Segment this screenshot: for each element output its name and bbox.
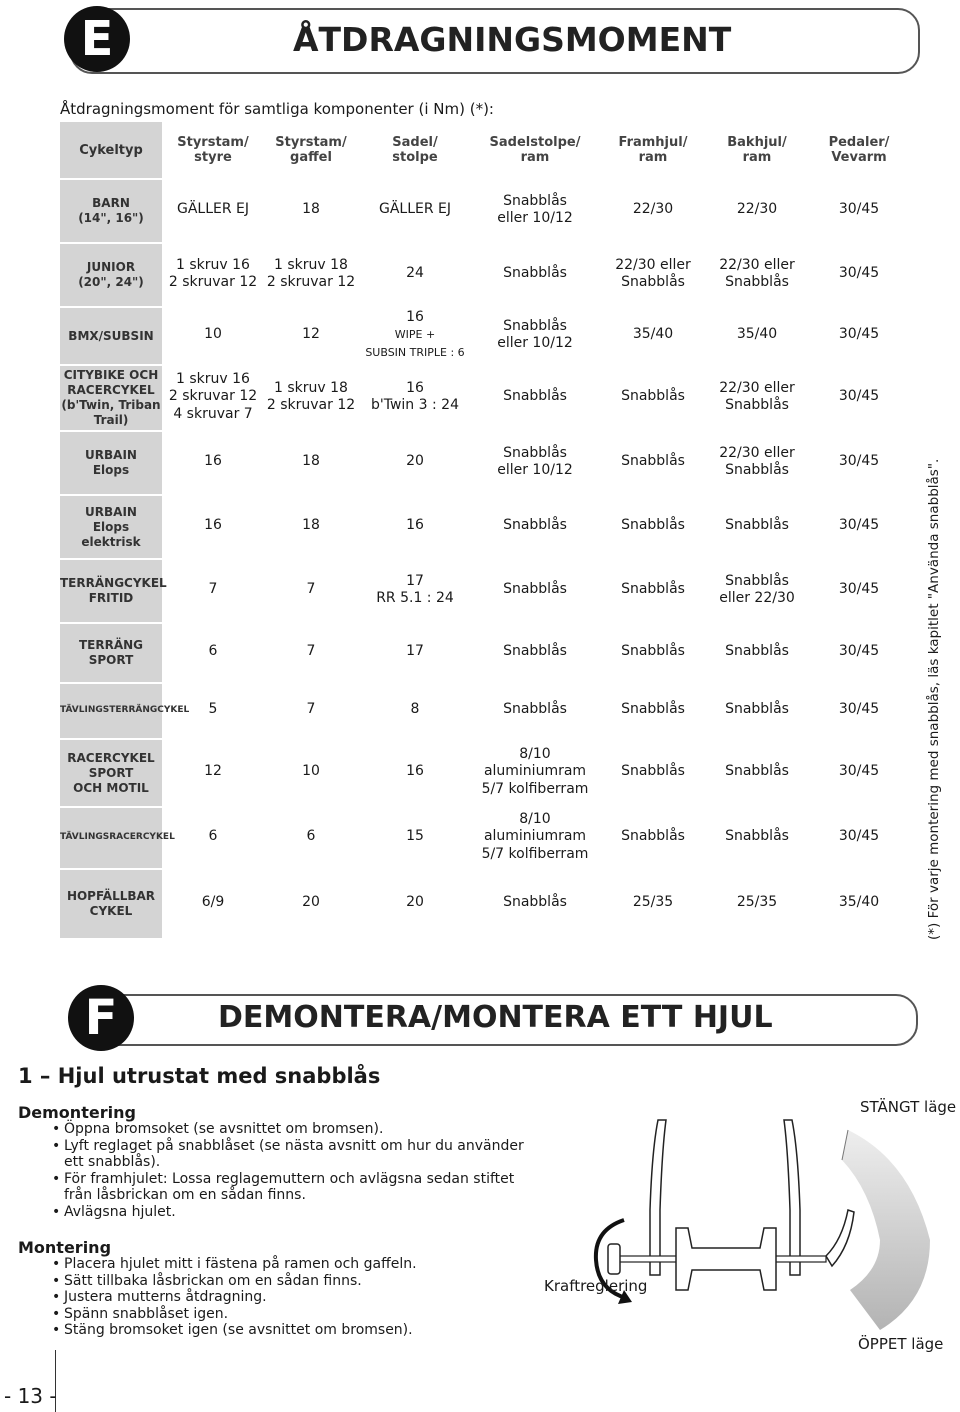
table-cell: 17 RR 5.1 : 24: [376, 572, 454, 606]
bike-type-cell: URBAIN Elops: [60, 430, 164, 494]
table-row: [60, 306, 910, 364]
column-header: Bakhjul/ ram: [727, 135, 787, 165]
table-cell: 35/40: [736, 326, 778, 343]
table-cell: 22/30 eller Snabblås: [719, 256, 795, 290]
table-cell: 15: [406, 828, 424, 845]
table-cell: 30/45: [838, 763, 880, 780]
table-cell: 6: [208, 828, 218, 845]
montering-steps: [52, 1256, 542, 1339]
bike-type-cell: TÄVLINGSTERRÄNGCYKEL: [60, 682, 164, 738]
table-cell: 22/30 eller Snabblås: [615, 256, 691, 290]
table-body: [60, 178, 910, 938]
table-cell: 25/35: [632, 894, 674, 911]
table-cell: GÄLLER EJ: [378, 201, 452, 218]
table-cell: 16: [204, 517, 222, 534]
quick-release-lever: [826, 1210, 854, 1266]
table-cell: Snabblås eller 10/12: [497, 317, 573, 351]
column-header: Framhjul/ ram: [618, 135, 688, 165]
bike-type-cell: URBAIN Elops elektrisk: [60, 494, 164, 558]
table-cell: 30/45: [838, 388, 880, 405]
table-cell: 30/45: [838, 201, 880, 218]
table-row: [60, 806, 910, 868]
table-cell: Snabblås: [621, 701, 685, 718]
label-closed: STÄNGT läge: [860, 1098, 957, 1116]
fork-blade-right: [784, 1120, 800, 1275]
table-cell: 30/45: [838, 581, 880, 598]
list-item: • Öppna bromsoket (se avsnittet om bromsen).: [52, 1121, 542, 1138]
table-cell: 12: [302, 326, 320, 343]
table-cell: Snabblås: [503, 894, 567, 911]
bike-type-cell: BMX/SUBSIN: [60, 306, 164, 364]
list-item: • Sätt tillbaka låsbrickan om en sådan finns.: [52, 1273, 542, 1290]
table-cell: GÄLLER EJ: [176, 201, 250, 218]
table-cell: 8/10 aluminiumram 5/7 kolfiberram: [481, 745, 589, 797]
column-header: Sadelstolpe/ ram: [489, 135, 581, 165]
table-row: [60, 622, 910, 682]
list-item: • Placera hjulet mitt i fästena på ramen och gaffeln.: [52, 1256, 542, 1273]
table-cell: Snabblås: [503, 388, 567, 405]
table-cell: 22/30 eller Snabblås: [719, 444, 795, 478]
bike-type-cell: HOPFÄLLBAR CYKEL: [60, 868, 164, 938]
section-f-title: DEMONTERA/MONTERA ETT HJUL: [218, 1000, 773, 1035]
table-cell: 1 skruv 18 2 skruvar 12: [266, 256, 356, 290]
table-row: [60, 178, 910, 242]
table-cell: 6/9: [201, 894, 225, 911]
table-cell: Snabblås: [621, 453, 685, 470]
table-cell: 20: [406, 894, 424, 911]
lever-motion-fan: [842, 1130, 930, 1330]
hub-body: [676, 1228, 776, 1290]
table-cell: 1 skruv 16 2 skruvar 12: [168, 256, 258, 290]
section-f-badge: F: [68, 985, 134, 1051]
table-cell: 20: [406, 453, 424, 470]
table-cell: 22/30: [736, 201, 778, 218]
table-cell: 30/45: [838, 453, 880, 470]
table-cell: 35/40: [632, 326, 674, 343]
table-cell: Snabblås: [503, 581, 567, 598]
table-cell: 16: [406, 517, 424, 534]
table-cell: 7: [208, 581, 218, 598]
table-cell: Snabblås: [503, 643, 567, 660]
table-cell: Snabblås: [725, 643, 789, 660]
table-cell: 6: [208, 643, 218, 660]
table-row: [60, 494, 910, 558]
table-cell: 8: [410, 701, 420, 718]
table-row: [60, 364, 910, 430]
table-cell: 30/45: [838, 265, 880, 282]
table-cell: 16: [204, 453, 222, 470]
section-e-badge: E: [64, 6, 130, 72]
fork-blade-left: [650, 1120, 666, 1275]
bike-type-cell: CITYBIKE OCH RACERCYKEL (b'Twin, Triban Trail): [60, 364, 164, 430]
table-cell: Snabblås: [621, 828, 685, 845]
adjusting-nut: [608, 1244, 620, 1274]
table-cell: 25/35: [736, 894, 778, 911]
table-cell: Snabblås: [621, 517, 685, 534]
column-header: Cykeltyp: [60, 122, 164, 178]
list-item: • För framhjulet: Lossa reglagemuttern och avlägsna sedan stiftet från låsbrickan om en sådan finns.: [52, 1171, 542, 1204]
table-row: [60, 868, 910, 938]
table-cell: 22/30 eller Snabblås: [719, 379, 795, 413]
column-header: Sadel/ stolpe: [392, 135, 438, 165]
table-cell: 30/45: [838, 326, 880, 343]
table-cell: 7: [306, 581, 316, 598]
table-cell: 30/45: [838, 701, 880, 718]
subheading: 1 – Hjul utrustat med snabblås: [18, 1064, 381, 1088]
table-cell: Snabblås eller 22/30: [719, 572, 795, 606]
table-row: [60, 738, 910, 806]
table-cell: Snabblås eller 10/12: [497, 444, 573, 478]
table-header-row: [60, 122, 910, 178]
montering-heading: Montering: [18, 1238, 112, 1257]
table-cell: Snabblås: [725, 763, 789, 780]
table-cell: 16 b'Twin 3 : 24: [371, 379, 459, 413]
table-cell: 30/45: [838, 828, 880, 845]
table-row: [60, 430, 910, 494]
table-cell: Snabblås eller 10/12: [497, 192, 573, 226]
table-row: [60, 558, 910, 622]
footnote-vertical: (*) För varje montering med snabblås, läs kapitlet "Använda snabblås".: [926, 458, 942, 940]
list-item: • Avlägsna hjulet.: [52, 1204, 542, 1221]
table-cell: 18: [302, 201, 320, 218]
table-cell: 10: [204, 326, 222, 343]
table-cell: 16: [406, 763, 424, 780]
bike-type-cell: TÄVLINGSRACERCYKEL: [60, 806, 164, 868]
table-cell: Snabblås: [725, 828, 789, 845]
table-cell: 10: [302, 763, 320, 780]
table-cell: 8/10 aluminiumram 5/7 kolfiberram: [481, 810, 589, 862]
table-cell: Snabblås: [503, 265, 567, 282]
bike-type-cell: TERRÄNG SPORT: [60, 622, 164, 682]
table-cell: 16 WIPE + SUBSIN TRIPLE : 6: [365, 308, 465, 359]
table-cell: Snabblås: [621, 388, 685, 405]
list-item: • Justera mutterns åtdragning.: [52, 1289, 542, 1306]
table-cell: Snabblås: [503, 517, 567, 534]
table-cell: Snabblås: [621, 763, 685, 780]
table-cell: 18: [302, 517, 320, 534]
table-cell: 7: [306, 643, 316, 660]
table-cell: 18: [302, 453, 320, 470]
bike-type-cell: BARN (14", 16"): [60, 178, 164, 242]
page-number: - 13 -: [4, 1384, 57, 1408]
column-header: Pedaler/ Vevarm: [828, 135, 890, 165]
table-cell: 1 skruv 18 2 skruvar 12: [266, 379, 356, 413]
table-cell: 30/45: [838, 643, 880, 660]
demontering-heading: Demontering: [18, 1103, 136, 1122]
table-cell: 35/40: [838, 894, 880, 911]
demontering-steps: [52, 1121, 542, 1220]
table-cell: Snabblås: [503, 701, 567, 718]
label-adjust: Kraftreglering: [544, 1277, 648, 1295]
list-item: • Stäng bromsoket igen (se avsnittet om bromsen).: [52, 1322, 542, 1339]
table-cell: Snabblås: [725, 701, 789, 718]
list-item: • Lyft reglaget på snabblåset (se nästa avsnitt om hur du använder ett snabblås).: [52, 1138, 542, 1171]
table-cell: 5: [208, 701, 218, 718]
list-item: • Spänn snabblåset igen.: [52, 1306, 542, 1323]
table-cell: 22/30: [632, 201, 674, 218]
table-cell: 1 skruv 16 2 skruvar 12 4 skruvar 7: [168, 370, 258, 422]
bike-type-cell: TERRÄNGCYKEL FRITID: [60, 558, 164, 622]
table-cell: 12: [204, 763, 222, 780]
label-open: ÖPPET läge: [858, 1335, 944, 1353]
table-cell: 24: [406, 265, 424, 282]
table-cell: Snabblås: [621, 581, 685, 598]
bike-type-cell: RACERCYKEL SPORT OCH MOTIL: [60, 738, 164, 806]
table-row: [60, 242, 910, 306]
table-cell: 30/45: [838, 517, 880, 534]
torque-table: [60, 122, 910, 938]
column-header: Styrstam/ gaffel: [275, 135, 347, 165]
table-cell: Snabblås: [621, 643, 685, 660]
table-cell: 6: [306, 828, 316, 845]
table-cell: 17: [406, 643, 424, 660]
table-cell: 20: [302, 894, 320, 911]
table-row: [60, 682, 910, 738]
section-e-title: ÅTDRAGNINGSMOMENT: [293, 20, 732, 59]
intro-text: Åtdragningsmoment för samtliga komponenter (i Nm) (*):: [60, 100, 494, 118]
column-header: Styrstam/ styre: [177, 135, 249, 165]
bike-type-cell: JUNIOR (20", 24"): [60, 242, 164, 306]
table-cell: Snabblås: [725, 517, 789, 534]
table-cell: 7: [306, 701, 316, 718]
